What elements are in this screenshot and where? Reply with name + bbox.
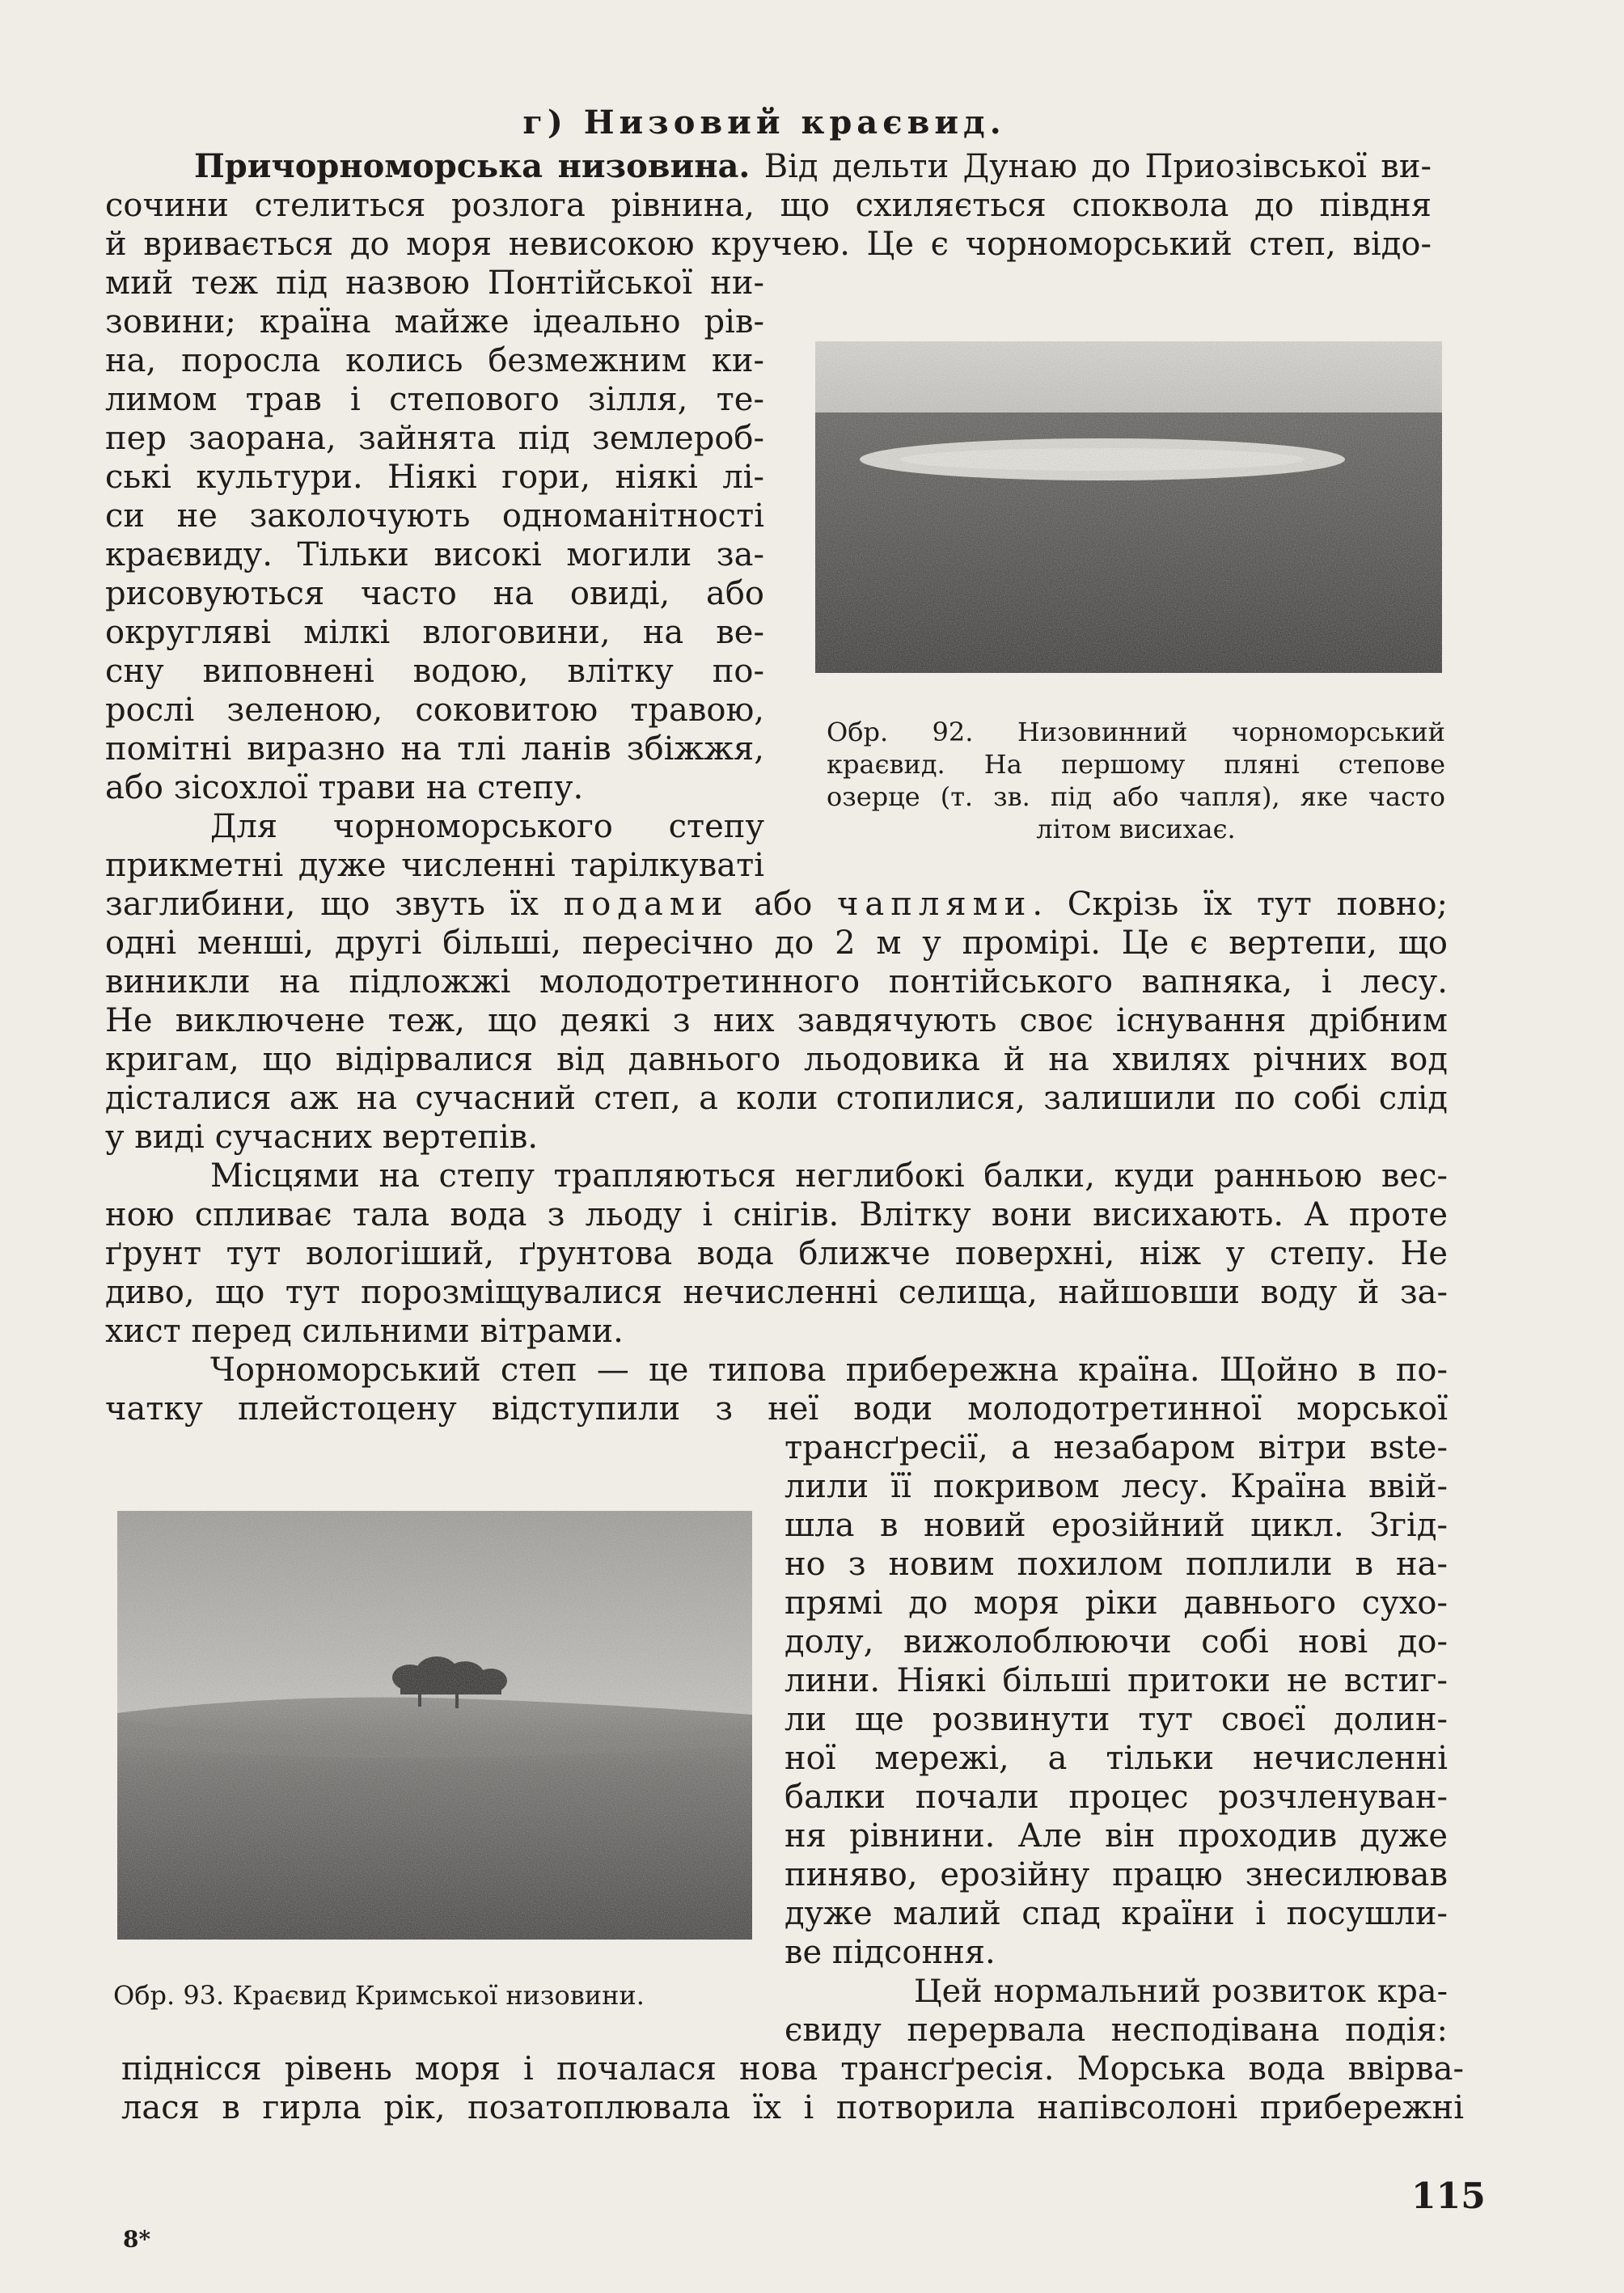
figure-93-caption xyxy=(113,1979,760,2012)
text-line: кригам, що відірвалися від давнього льодовика й на хвилях річних вод xyxy=(105,1041,1448,1078)
text-line: лили її покривом лесу. Країна ввій- xyxy=(785,1468,1448,1505)
text-line: лини. Ніякі більші притоки не встиг- xyxy=(785,1662,1448,1699)
figure-92-photo xyxy=(815,341,1442,673)
text-line: рисовуються часто на овиді, або xyxy=(105,575,764,612)
caption-text: Обр. 93. Краєвид Кримської низовини. xyxy=(113,1980,645,2011)
spaced-term: подами xyxy=(563,886,730,923)
text-line: у виді сучасних вертепів. xyxy=(105,1119,539,1156)
text-line: шла в новий ерозійний цикл. Згід- xyxy=(785,1507,1448,1544)
text-line: пиняво, ерозійну працю знесилював xyxy=(785,1856,1448,1893)
text-line: ної мережі, а тільки нечисленні xyxy=(785,1740,1448,1777)
text-line: ські культури. Ніякі гори, ніякі лі- xyxy=(105,459,764,496)
text-line: лася в гирла рік, позатоплювала їх і потворила напівсолоні прибережні xyxy=(121,2089,1464,2126)
text-line xyxy=(194,147,1432,186)
text-line: зовини; країна майже ідеально рів- xyxy=(105,303,764,341)
text-line: краєвиду. Тільки високі могили за- xyxy=(105,536,764,573)
text-line: ґрунт тут вологіший, ґрунтова вода ближче поверхні, ніж у степу. Не xyxy=(105,1235,1448,1272)
text-line: ня рівнини. Але він проходив дуже xyxy=(785,1817,1448,1855)
figure-92-caption xyxy=(827,716,1445,845)
text-line: диво, що тут порозміщувалися нечисленні селища, найшовши воду й за- xyxy=(105,1274,1448,1311)
figure-93-photo xyxy=(117,1511,752,1940)
text-line: прямі до моря ріки давнього сухо- xyxy=(785,1584,1448,1622)
page-number: 115 xyxy=(1411,2176,1486,2217)
text-line xyxy=(105,885,1448,924)
text-line: ве підсоння. xyxy=(785,1934,996,1971)
text-line: дісталися аж на сучасний степ, а коли стопилися, залишили по собі слід xyxy=(105,1080,1448,1117)
text-line: Цей нормальний розвиток кра- xyxy=(914,1973,1448,2010)
text-line: но з новим похилом поплили в на- xyxy=(785,1546,1448,1583)
section-lead: Причорноморська низовина. xyxy=(194,147,751,185)
text-line: хист перед сильними вітрами. xyxy=(105,1313,624,1350)
text-line: сну виповнені водою, влітку по- xyxy=(105,653,764,690)
text-line: прикметні дуже численні тарілкуваті xyxy=(105,847,764,884)
text-line: лимом трав і степового зілля, те- xyxy=(105,381,764,418)
text-line: сочини стелиться розлога рівнина, що схиляється споквола до півдня xyxy=(105,187,1432,224)
text-line: чатку плейстоцену відступили з неї води молодотретинної морської xyxy=(105,1390,1448,1428)
text-line: Для чорноморського степу xyxy=(210,808,764,845)
caption-line: Обр. 92. Низовинний чорноморський xyxy=(827,717,1445,747)
text-line: на, поросла колись безмежним ки- xyxy=(105,342,764,379)
text-line: Не виключене теж, що деякі з них завдячують своє існування дрібним xyxy=(105,1002,1448,1039)
text-line: або зісохлої трави на степу. xyxy=(105,769,584,806)
text-line: ли ще розвинути тут своєї долин- xyxy=(785,1701,1448,1738)
text-run: заглибини, що звуть їх xyxy=(105,886,564,923)
text-run: або xyxy=(729,886,837,923)
text-run: Від дельти Дунаю до Приозівської ви- xyxy=(750,148,1432,185)
text-run: . Скрізь їх тут повно; xyxy=(1032,886,1448,923)
text-line: одні менші, другі більші, пересічно до 2 м у промірі. Це є вертепи, що xyxy=(105,924,1448,962)
text-line: мий теж під назвою Понтійської ни- xyxy=(105,264,764,302)
text-line: євиду перервала несподівана подія: xyxy=(785,2012,1448,2049)
caption-line: краєвид. На першому пляні степове xyxy=(827,749,1445,780)
spaced-term: чаплями xyxy=(836,886,1033,923)
caption-line: озерце (т. зв. під або чапля), яке часто xyxy=(827,781,1445,812)
text-line: долу, вижолоблюючи собі нові до- xyxy=(785,1623,1448,1661)
text-line: виникли на підложжі молодотретинного понтійського вапняка, і лесу. xyxy=(105,963,1448,1001)
text-line: піднісся рівень моря і почалася нова трансґресія. Морська вода ввірва- xyxy=(121,2050,1464,2088)
text-line: трансґресії, а незабаром вітри вste- xyxy=(785,1429,1448,1466)
text-line: си не заколочують одноманітності xyxy=(105,497,764,535)
text-line: округляві мілкі влоговини, на ве- xyxy=(105,614,764,651)
text-line: й вривається до моря невисокою кручею. Це є чорноморський степ, відо- xyxy=(105,226,1432,263)
text-line: дуже малий спад країни і посушли- xyxy=(785,1895,1448,1932)
caption-line: літом висихає. xyxy=(1036,814,1236,844)
signature-mark: 8* xyxy=(123,2226,151,2253)
section-heading: г) Низовий краєвид. xyxy=(522,104,1006,142)
text-line: помітні виразно на тлі ланів збіжжя, xyxy=(105,730,764,768)
text-line: Чорноморський степ — це типова прибережна країна. Щойно в по- xyxy=(210,1352,1448,1389)
text-line: пер заорана, зайнята під землероб- xyxy=(105,420,764,457)
text-line: ною спливає тала вода з льоду і снігів. Влітку вони висихають. А проте xyxy=(105,1196,1448,1233)
text-line: балки почали процес розчленуван- xyxy=(785,1779,1448,1816)
text-line: рослі зеленою, соковитою травою, xyxy=(105,692,764,729)
text-line: Місцями на степу трапляються неглибокі балки, куди ранньою вес- xyxy=(210,1157,1448,1195)
